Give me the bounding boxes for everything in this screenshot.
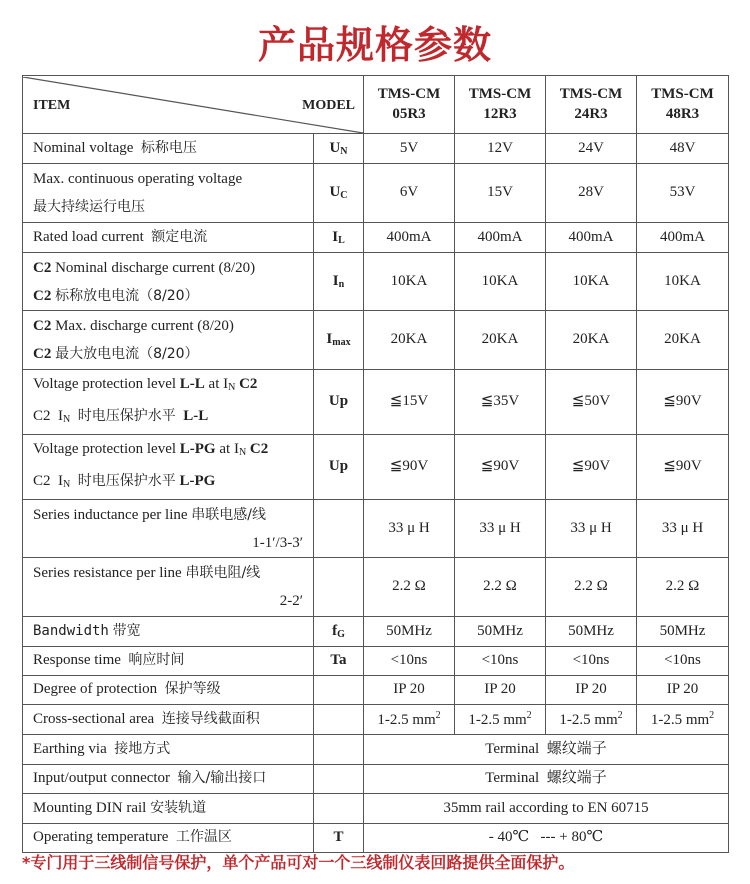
symbol: $f_G$	[314, 617, 364, 647]
row-rated-load-current: Rated load current 额定电流 $I_L$ 400mA 400mA 400mA 400mA	[23, 223, 729, 253]
row-series-inductance: Series inductance per line 串联电感/线 1-1′/3-3′ 33 μ H 33 μ H 33 μ H 33 μ H	[23, 500, 729, 558]
header-diagonal-cell	[23, 76, 364, 134]
model-05r3: TMS-CM 05R3	[364, 76, 455, 134]
model-48r3: TMS-CM 48R3	[637, 76, 729, 134]
symbol: Up	[314, 370, 364, 435]
symbol: Ta	[314, 647, 364, 676]
footnote: *专门用于三线制信号保护，单个产品可对一个三线制仪表回路提供全面保护。	[22, 853, 575, 872]
symbol: $I_L$	[314, 223, 364, 253]
row-response-time: Response time 响应时间 Ta <10ns <10ns <10ns <10ns	[23, 647, 729, 676]
model-header: MODEL	[302, 97, 355, 113]
model-12r3: TMS-CM 12R3	[455, 76, 546, 134]
symbol: T	[314, 824, 364, 853]
row-cross-sectional-area: Cross-sectional area 连接导线截面积 1-2.5 $mm^2$ 1-2.5 $mm^2$ 1-2.5 $mm^2$ 1-2.5 $mm^2$	[23, 705, 729, 735]
row-mounting: Mounting DIN rail 安装轨道 35mm rail according to EN 60715	[23, 794, 729, 824]
row-bandwidth: Bandwidth 带宽 $f_G$ 50MHz 50MHz 50MHz 50MHz	[23, 617, 729, 647]
row-voltage-protection-lpg: Voltage protection level L-PG at $I_N$ C2 C2 $I_N$ 时电压保护水平 L-PG Up ≦90V ≦90V ≦90V ≦90V	[23, 435, 729, 500]
header-row	[23, 76, 729, 134]
page-title: 产品规格参数	[257, 23, 492, 67]
spec-table	[22, 75, 729, 853]
row-series-resistance: Series resistance per line 串联电阻/线 2-2′ 2.2 Ω 2.2 Ω 2.2 Ω 2.2 Ω	[23, 558, 729, 617]
row-nominal-discharge-current: C2 Nominal discharge current (8/20) C2 标称放电电流（8/20） $I_n$ 10KA 10KA 10KA 10KA	[23, 253, 729, 311]
row-degree-of-protection: Degree of protection 保护等级 IP 20 IP 20 IP 20 IP 20	[23, 676, 729, 705]
model-24r3: TMS-CM 24R3	[546, 76, 637, 134]
row-voltage-protection-ll: Voltage protection level L-L at $I_N$ C2 C2 $I_N$ 时电压保护水平 L-L Up ≦15V ≦35V ≦50V ≦90V	[23, 370, 729, 435]
symbol: Up	[314, 435, 364, 500]
symbol: $U_C$	[314, 164, 364, 223]
row-earthing: Earthing via 接地方式 Terminal 螺纹端子	[23, 735, 729, 765]
item-header: ITEM	[33, 97, 71, 113]
row-nominal-voltage: Nominal voltage 标称电压 $U_N$ 5V 12V 24V 48V	[23, 134, 729, 164]
row-operating-temperature: Operating temperature 工作温区 T - 40℃ --- + 80℃	[23, 824, 729, 853]
row-max-continuous-voltage: Max. continuous operating voltage 最大持续运行电压 $U_C$ 6V 15V 28V 53V	[23, 164, 729, 223]
row-max-discharge-current: C2 Max. discharge current (8/20) C2 最大放电电流（8/20） $I_{max}$ 20KA 20KA 20KA 20KA	[23, 311, 729, 370]
symbol: $I_{max}$	[314, 311, 364, 370]
row-io-connector: Input/output connector 输入/输出接口 Terminal 螺纹端子	[23, 765, 729, 794]
symbol: $I_n$	[314, 253, 364, 311]
symbol: $U_N$	[314, 134, 364, 164]
